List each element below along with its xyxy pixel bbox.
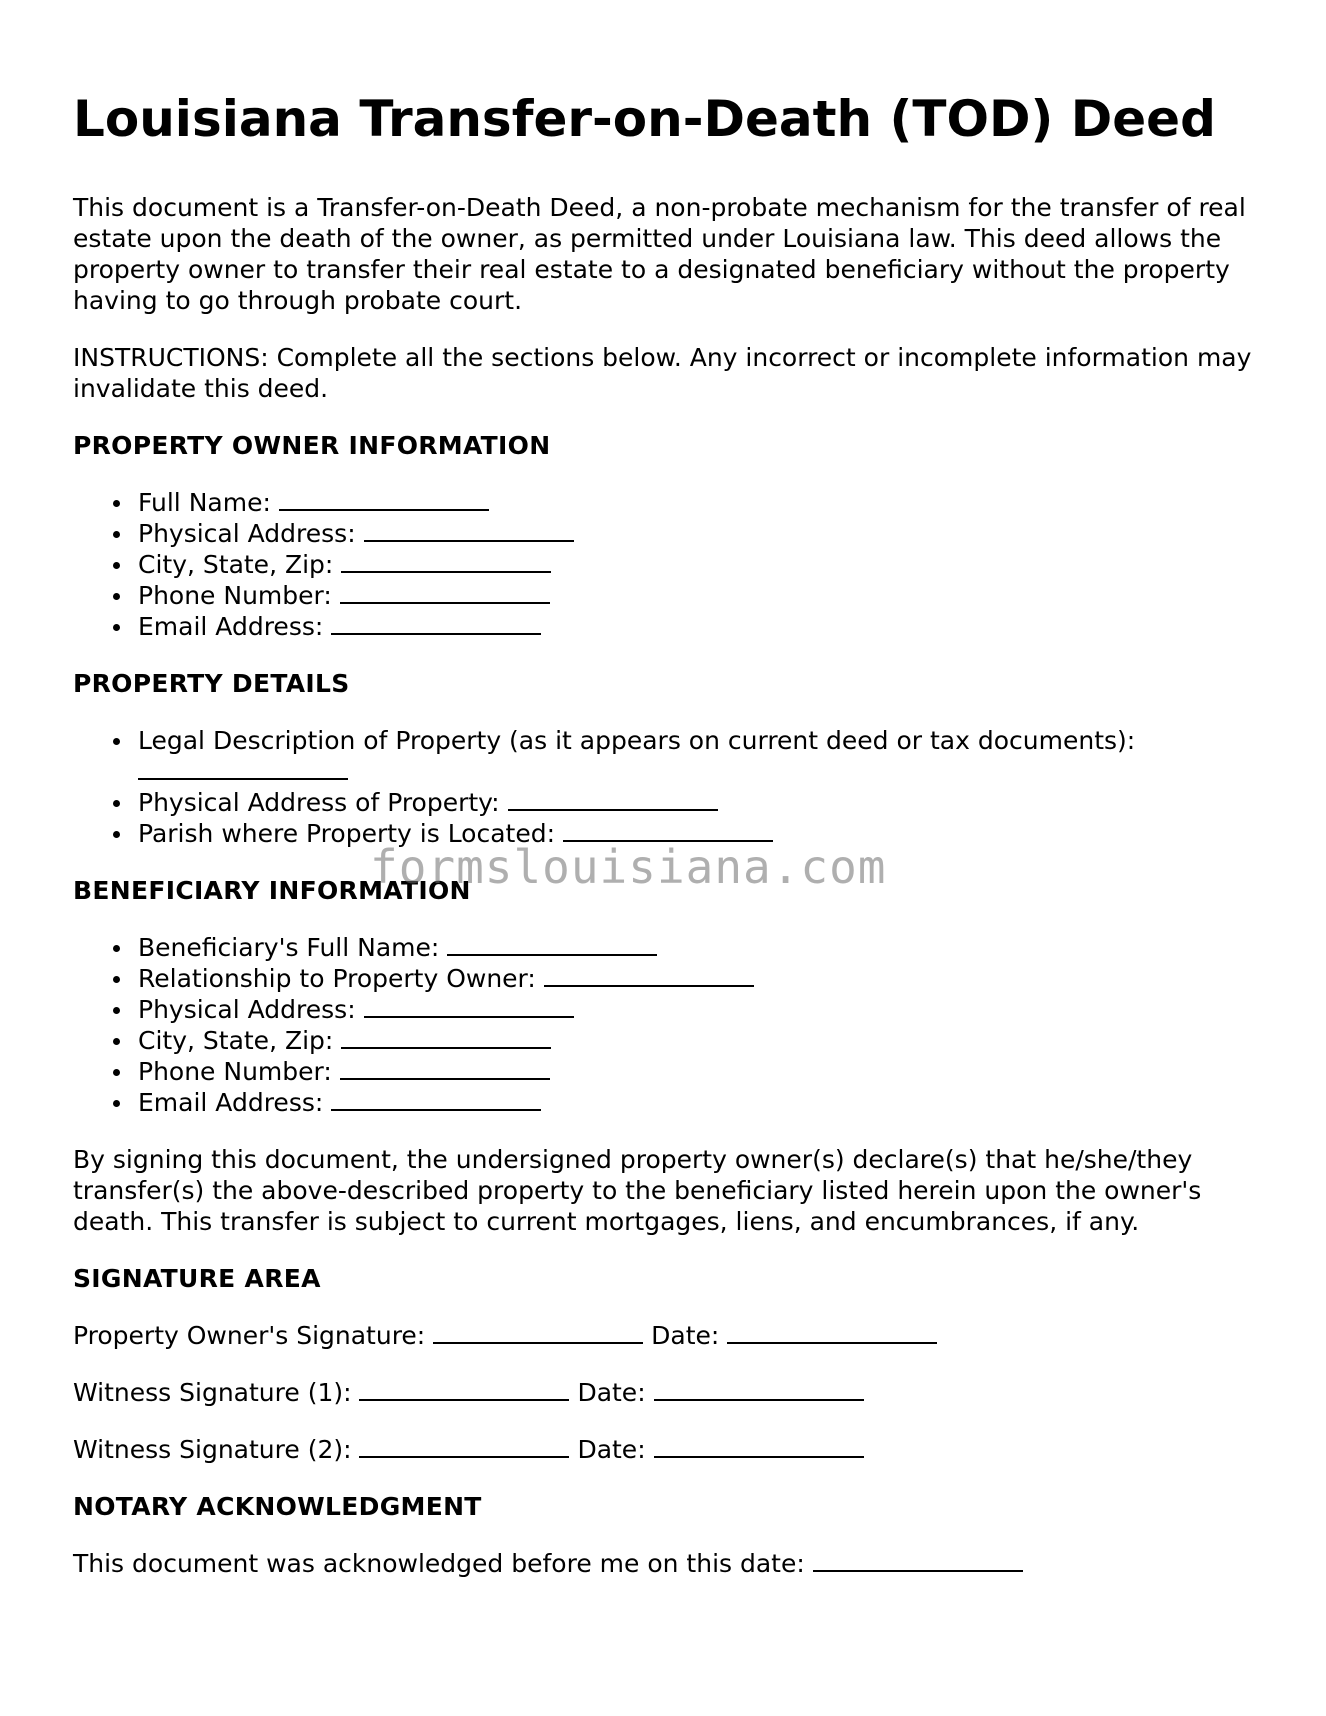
beneficiary-email-field: Email Address: xyxy=(138,1087,1263,1118)
fill-in-blank[interactable] xyxy=(364,994,574,1018)
date-blank[interactable] xyxy=(654,1434,864,1458)
witness2-signature-line: Witness Signature (2): Date: xyxy=(73,1434,1263,1465)
fill-in-blank[interactable] xyxy=(340,1056,550,1080)
document-title: Louisiana Transfer-on-Death (TOD) Deed xyxy=(73,90,1216,148)
beneficiary-city-state-zip-field: City, State, Zip: xyxy=(138,1025,1263,1056)
fill-in-blank[interactable] xyxy=(563,818,773,842)
declaration-paragraph: By signing this document, the undersigned property owner(s) declare(s) that he/she/they transfer(s) the above-described property to the beneficiary listed herein upon the owner's death. This transfer is subject to current mortgages, liens, and encumbrances, if any. xyxy=(73,1145,1202,1236)
beneficiary-relationship-field: Relationship to Property Owner: xyxy=(138,963,1263,994)
fill-in-blank[interactable] xyxy=(508,787,718,811)
fill-in-blank[interactable] xyxy=(341,1025,551,1049)
property-parish-field: Parish where Property is Located: xyxy=(138,818,1263,849)
fill-in-blank[interactable] xyxy=(340,580,550,604)
signature-section-heading: SIGNATURE AREA xyxy=(73,1264,321,1293)
instructions-paragraph: INSTRUCTIONS: Complete all the sections below. Any incorrect or incomplete information may invalidate this deed. xyxy=(73,343,1252,403)
watermark: formslouisiana.com xyxy=(370,840,887,894)
property-section-heading: PROPERTY DETAILS xyxy=(73,669,350,698)
date-blank[interactable] xyxy=(654,1377,864,1401)
beneficiary-name-field: Beneficiary's Full Name: xyxy=(138,932,1263,963)
fill-in-blank[interactable] xyxy=(341,549,551,573)
fill-in-blank[interactable] xyxy=(544,963,754,987)
notary-line: This document was acknowledged before me on this date: xyxy=(73,1548,1263,1579)
fill-in-blank[interactable] xyxy=(364,518,574,542)
property-address-field: Physical Address of Property: xyxy=(138,787,1263,818)
owner-city-state-zip-field: City, State, Zip: xyxy=(138,549,1263,580)
date-blank[interactable] xyxy=(727,1320,937,1344)
intro-paragraph: This document is a Transfer-on-Death Deed, a non-probate mechanism for the transfer of real estate upon the death of the owner, as permitted under Louisiana law. This deed allows the property owner to transfer their real estate to a designated beneficiary without the property having to go through probate court. xyxy=(73,193,1246,315)
property-field-list xyxy=(73,725,1263,849)
beneficiary-phone-field: Phone Number: xyxy=(138,1056,1263,1087)
owner-full-name-field: Full Name: xyxy=(138,487,1263,518)
beneficiary-section-heading: BENEFICIARY INFORMATION xyxy=(73,876,471,905)
notary-section-heading: NOTARY ACKNOWLEDGMENT xyxy=(73,1492,482,1521)
fill-in-blank[interactable] xyxy=(447,932,657,956)
fill-in-blank[interactable] xyxy=(331,1087,541,1111)
fill-in-blank[interactable] xyxy=(138,756,348,780)
witness1-signature-line: Witness Signature (1): Date: xyxy=(73,1377,1263,1408)
owner-signature-line: Property Owner's Signature: Date: xyxy=(73,1320,1263,1351)
signature-blank[interactable] xyxy=(359,1434,569,1458)
fill-in-blank[interactable] xyxy=(279,487,489,511)
owner-email-field: Email Address: xyxy=(138,611,1263,642)
beneficiary-field-list xyxy=(73,932,1263,1118)
beneficiary-address-field: Physical Address: xyxy=(138,994,1263,1025)
owner-phone-field: Phone Number: xyxy=(138,580,1263,611)
signature-blank[interactable] xyxy=(359,1377,569,1401)
owner-address-field: Physical Address: xyxy=(138,518,1263,549)
signature-blank[interactable] xyxy=(433,1320,643,1344)
property-legal-description-field: Legal Description of Property (as it appears on current deed or tax documents): xyxy=(138,725,1263,787)
owner-field-list xyxy=(73,487,1263,642)
fill-in-blank[interactable] xyxy=(331,611,541,635)
date-blank[interactable] xyxy=(813,1548,1023,1572)
owner-section-heading: PROPERTY OWNER INFORMATION xyxy=(73,431,551,460)
